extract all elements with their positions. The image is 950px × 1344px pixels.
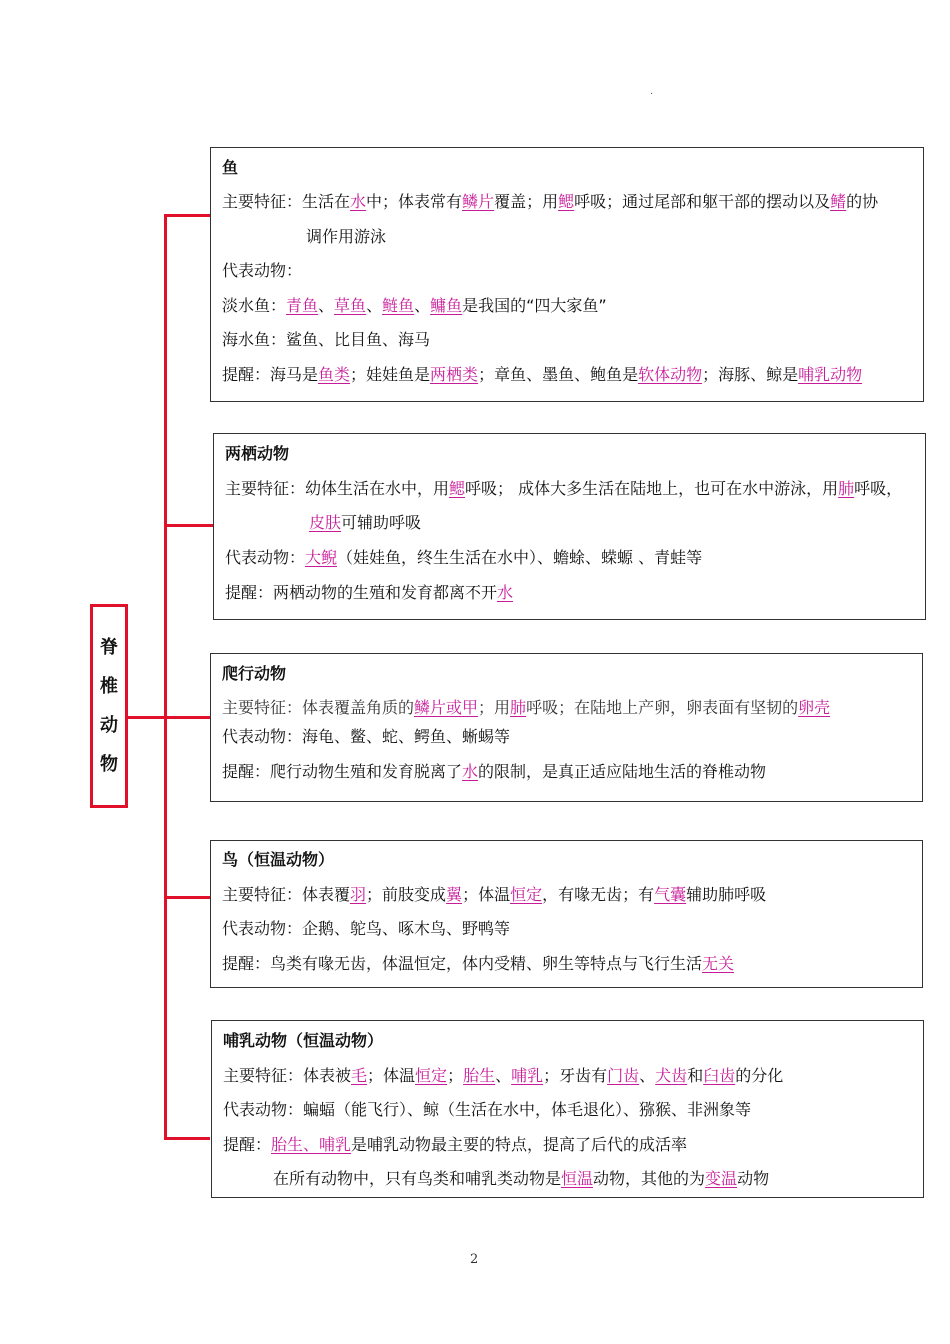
keyword-highlight: 鳃 [558, 192, 575, 211]
keyword-highlight: 鲢鱼 [382, 296, 415, 315]
text-segment: 提醒： [223, 1135, 272, 1154]
reptile-rep: 代表动物：海龟、鳖、蛇、鳄鱼、蜥蜴等 [222, 727, 511, 746]
text-segment: 覆盖；用 [494, 192, 559, 211]
keyword-highlight: 鳃 [449, 479, 466, 498]
text-segment: ；体温 [367, 1066, 416, 1085]
text-segment: 的协 [846, 192, 879, 211]
text-segment: 呼吸；在陆地上产卵，卵表面有坚韧的 [526, 698, 799, 717]
root-box [90, 604, 128, 808]
connector-amphibian [164, 524, 213, 527]
text-segment: ；前肢变成 [366, 885, 447, 904]
fish-card [210, 147, 924, 402]
bird-rep: 代表动物：企鹅、鸵鸟、啄木鸟、野鸭等 [222, 919, 511, 938]
connector-root [128, 716, 166, 719]
fish-reminder [222, 365, 862, 385]
keyword-highlight: 鳞片 [462, 192, 495, 211]
keyword-highlight: 气囊 [654, 885, 687, 904]
connector-trunk [164, 214, 167, 1140]
text-segment: 提醒：鸟类有喙无齿，体温恒定，体内受精、卵生等特点与飞行生活 [222, 954, 703, 973]
keyword-highlight: 胎生、哺乳 [271, 1135, 352, 1154]
mammal-reminder [223, 1135, 687, 1155]
text-segment: ；海豚、鲸是 [702, 365, 799, 384]
text-segment: 的限制，是真正适应陆地生活的脊椎动物 [478, 762, 767, 781]
text-segment: 是我国的“四大家鱼” [462, 296, 607, 315]
root-char: 物 [100, 754, 118, 775]
text-segment: 提醒：两栖动物的生殖和发育都离不开 [225, 583, 498, 602]
amphibian-title: 两栖动物 [225, 444, 290, 463]
text-segment: 主要特征：体表被 [223, 1066, 352, 1085]
text-segment: ；娃娃鱼是 [350, 365, 431, 384]
text-segment: 动物 [737, 1169, 770, 1188]
text-segment: 呼吸；通过尾部和躯干部的摆动以及 [574, 192, 831, 211]
reptile-feature [222, 698, 830, 718]
keyword-highlight: 两栖类 [430, 365, 479, 384]
keyword-highlight: 草鱼 [334, 296, 367, 315]
keyword-highlight: 恒定 [510, 885, 543, 904]
amphibian-feature [225, 479, 902, 499]
text-segment: 、 [414, 296, 431, 315]
fish-title: 鱼 [222, 158, 239, 177]
keyword-highlight: 水 [350, 192, 367, 211]
page-number: 2 [470, 1252, 479, 1267]
text-segment: 呼吸， [854, 479, 903, 498]
connector-bird [164, 896, 210, 899]
keyword-highlight: 卵壳 [798, 698, 831, 717]
root-char: 动 [100, 715, 118, 736]
text-segment: ；体温 [462, 885, 511, 904]
text-segment: 中；体表常有 [366, 192, 463, 211]
mammal-rep: 代表动物：蝙蝠（能飞行）、鲸（生活在水中，体毛退化）、猕猴、非洲象等 [223, 1100, 752, 1119]
keyword-highlight: 哺乳 [511, 1066, 544, 1085]
connector-mammal [164, 1137, 210, 1140]
reptile-title: 爬行动物 [222, 664, 287, 683]
amphibian-reminder [225, 583, 513, 603]
keyword-highlight: 翼 [446, 885, 463, 904]
text-segment: 、 [318, 296, 335, 315]
fish-freshwater [222, 296, 607, 316]
text-segment: ；用 [478, 698, 511, 717]
root-char: 椎 [100, 676, 118, 697]
text-segment: 动物，其他的为 [593, 1169, 706, 1188]
text-segment: 呼吸； 成体大多生活在陆地上，也可在水中游泳，用 [465, 479, 839, 498]
text-segment: 、 [366, 296, 383, 315]
keyword-highlight: 肺 [838, 479, 855, 498]
keyword-highlight: 鳞片或甲 [414, 698, 479, 717]
connector-fish [164, 214, 210, 217]
text-segment: 提醒：海马是 [222, 365, 319, 384]
stray-dot: . [650, 86, 654, 97]
keyword-highlight: 软体动物 [638, 365, 703, 384]
reptile-reminder [222, 762, 766, 782]
keyword-highlight: 青鱼 [286, 296, 319, 315]
keyword-highlight: 皮肤 [309, 513, 342, 532]
text-segment: 和 [687, 1066, 704, 1085]
root-char: 脊 [100, 637, 118, 658]
connector-reptile [164, 716, 210, 719]
text-segment: 是哺乳动物最主要的特点，提高了后代的成活率 [351, 1135, 688, 1154]
keyword-highlight: 臼齿 [703, 1066, 736, 1085]
keyword-highlight: 变温 [705, 1169, 738, 1188]
keyword-highlight: 门齿 [607, 1066, 640, 1085]
text-segment: （娃娃鱼，终生生活在水中）、蟾蜍、蝾螈 、青蛙等 [337, 548, 703, 567]
text-segment: 、 [639, 1066, 656, 1085]
keyword-highlight: 哺乳动物 [798, 365, 863, 384]
text-segment: 、 [495, 1066, 512, 1085]
keyword-highlight: 鱼类 [318, 365, 351, 384]
fish-rep-label: 代表动物： [222, 261, 303, 280]
mammal-feature [223, 1066, 783, 1086]
keyword-highlight: 胎生 [463, 1066, 496, 1085]
amphibian-feature-cont [309, 513, 421, 533]
keyword-highlight: 水 [462, 762, 479, 781]
text-segment: 辅助肺呼吸 [686, 885, 767, 904]
fish-saltwater: 海水鱼：鲨鱼、比目鱼、海马 [222, 330, 431, 349]
text-segment: ； [447, 1066, 464, 1085]
text-segment: 主要特征：幼体生活在水中，用 [225, 479, 450, 498]
keyword-highlight: 犬齿 [655, 1066, 688, 1085]
bird-feature [222, 885, 766, 905]
text-segment: 主要特征：体表覆盖角质的 [222, 698, 415, 717]
text-segment: ，有喙无齿；有 [542, 885, 655, 904]
text-segment: 的分化 [735, 1066, 784, 1085]
fish-feature [222, 192, 878, 212]
text-segment: 主要特征：生活在 [222, 192, 351, 211]
text-segment: 提醒：爬行动物生殖和发育脱离了 [222, 762, 463, 781]
bird-reminder [222, 954, 734, 974]
keyword-highlight: 鳙鱼 [430, 296, 463, 315]
keyword-highlight: 大鲵 [305, 548, 338, 567]
bird-title: 鸟（恒温动物） [222, 850, 335, 869]
text-segment: 主要特征：体表覆 [222, 885, 351, 904]
text-segment: ；章鱼、墨鱼、鲍鱼是 [478, 365, 639, 384]
text-segment: 淡水鱼： [222, 296, 287, 315]
text-segment: 在所有动物中，只有鸟类和哺乳类动物是 [273, 1169, 562, 1188]
keyword-highlight: 毛 [351, 1066, 368, 1085]
keyword-highlight: 水 [497, 583, 514, 602]
amphibian-rep [225, 548, 702, 568]
mammal-title: 哺乳动物（恒温动物） [223, 1031, 384, 1050]
text-segment: 可辅助呼吸 [341, 513, 422, 532]
text-segment: ；牙齿有 [543, 1066, 608, 1085]
keyword-highlight: 恒定 [415, 1066, 448, 1085]
keyword-highlight: 羽 [350, 885, 367, 904]
keyword-highlight: 鳍 [830, 192, 847, 211]
text-segment: 代表动物： [225, 548, 306, 567]
fish-feature-cont: 调作用游泳 [306, 227, 387, 246]
keyword-highlight: 无关 [702, 954, 735, 973]
keyword-highlight: 恒温 [561, 1169, 594, 1188]
mammal-reminder-2 [273, 1169, 769, 1189]
keyword-highlight: 肺 [510, 698, 527, 717]
